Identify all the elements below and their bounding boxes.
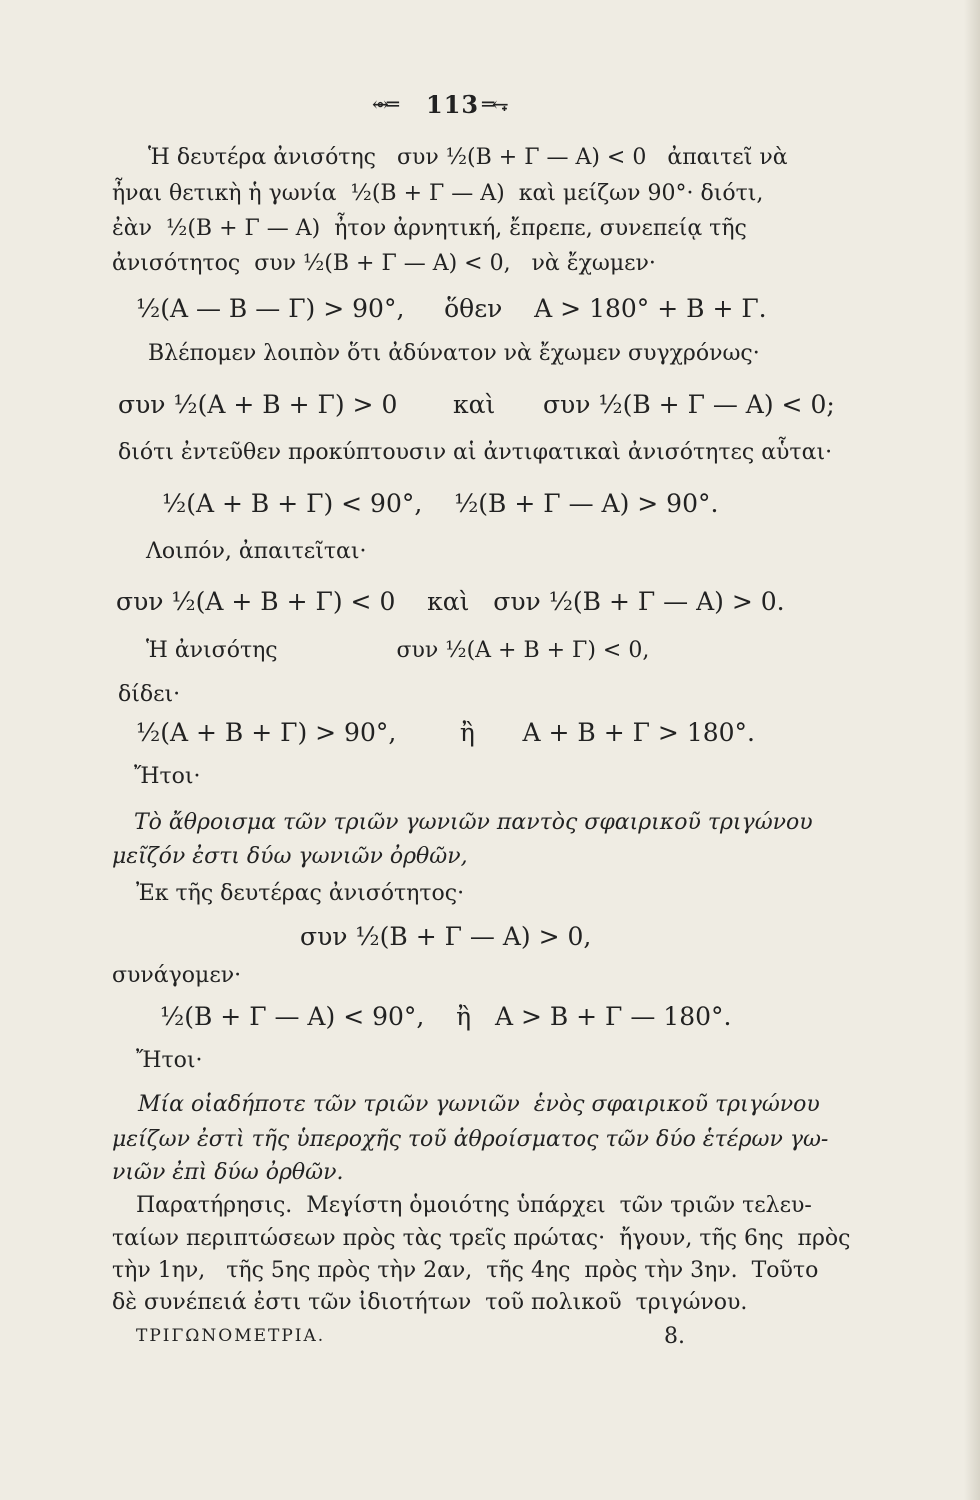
formula-line: ½(Β + Γ — Α) < 90°, ἢ Α > Β + Γ — 180°. [160, 1002, 732, 1031]
text-line: διότι ἐντεῦθεν προκύπτουσιν αἱ ἀντιφατικαὶ ἀνισότητες αὗται· [118, 440, 833, 465]
formula-line: συν ½(Α + Β + Γ) < 0 καὶ συν ½(Β + Γ — Α) > 0. [116, 587, 785, 616]
text-line: ἀνισότητος συν ½(Β + Γ — Α) < 0, νὰ ἔχωμεν· [112, 251, 656, 276]
text-line: ταίων περιπτώσεων πρὸς τὰς τρεῖς πρώτας· ἤγουν, τῆς 6ης πρὸς [112, 1226, 851, 1251]
text-line: Παρατήρησις. Μεγίστη ὁμοιότης ὑπάρχει τῶν τριῶν τελευ- [136, 1193, 812, 1218]
text-line: Ἐκ τῆς δευτέρας ἀνισότητος· [136, 881, 465, 906]
theorem-line: μεῖζόν ἐστι δύω γωνιῶν ὀρθῶν, [112, 844, 468, 869]
signature-mark: 8. [664, 1324, 685, 1349]
ornament-right-icon: ═⥆ [482, 92, 507, 116]
text-line: Ἡ δευτέρα ἀνισότης συν ½(Β + Γ — Α) < 0 ἀπαιτεῖ νὰ [148, 145, 788, 170]
theorem-line: μείζων ἐστὶ τῆς ὑπεροχῆς τοῦ ἀθροίσματος τῶν δύο ἑτέρων γω- [112, 1127, 829, 1152]
text-line: τὴν 1ην, τῆς 5ης πρὸς τὴν 2αν, τῆς 4ης πρὸς τὴν 3ην. Τοῦτο [112, 1258, 819, 1283]
text-line: Ἤτοι· [136, 1048, 203, 1073]
text-line: Ἡ ἀνισότης συν ½(Α + Β + Γ) < 0, [146, 638, 650, 663]
formula-line: ½(Α — Β — Γ) > 90°, ὅθεν Α > 180° + Β + Γ. [136, 294, 767, 323]
text-line: δὲ συνέπειά ἐστι τῶν ἰδιοτήτων τοῦ πολικοῦ τριγώνου. [112, 1290, 748, 1315]
text-line: ἐὰν ½(Β + Γ — Α) ἦτον ἀρνητική, ἔπρεπε, συνεπείᾳ τῆς [112, 216, 747, 241]
running-title: ΤΡΙΓΩΝΟΜΕΤΡΙΑ. [136, 1326, 326, 1346]
text-line: Βλέπομεν λοιπὸν ὅτι ἀδύνατον νὰ ἔχωμεν συγχρόνως· [148, 341, 760, 366]
text-line: Ἤτοι· [134, 764, 201, 789]
page-number: 113 [426, 90, 480, 119]
formula-line: συν ½(Α + Β + Γ) > 0 καὶ συν ½(Β + Γ — Α) < 0; [118, 390, 835, 419]
theorem-line: Μία οἱαδήποτε τῶν τριῶν γωνιῶν ἑνὸς σφαιρικοῦ τριγώνου [138, 1092, 820, 1117]
ornament-left-icon: ⥈═ [372, 92, 397, 116]
text-line: ἦναι θετικὴ ἡ γωνία ½(Β + Γ — Α) καὶ μείζων 90°· διότι, [112, 181, 764, 206]
theorem-line: Τὸ ἄθροισμα τῶν τριῶν γωνιῶν παντὸς σφαιρικοῦ τριγώνου [134, 810, 813, 835]
formula-line: συν ½(Β + Γ — Α) > 0, [300, 922, 592, 951]
theorem-line: νιῶν ἐπὶ δύω ὀρθῶν. [112, 1160, 344, 1185]
formula-line: ½(Α + Β + Γ) < 90°, ½(Β + Γ — Α) > 90°. [162, 489, 719, 518]
page-edge-shadow [964, 0, 980, 1500]
text-line: δίδει· [118, 682, 181, 707]
text-line: Λοιπόν, ἀπαιτεῖται· [146, 539, 367, 564]
text-line: συνάγομεν· [112, 963, 242, 988]
formula-line: ½(Α + Β + Γ) > 90°, ἢ Α + Β + Γ > 180°. [136, 718, 755, 747]
